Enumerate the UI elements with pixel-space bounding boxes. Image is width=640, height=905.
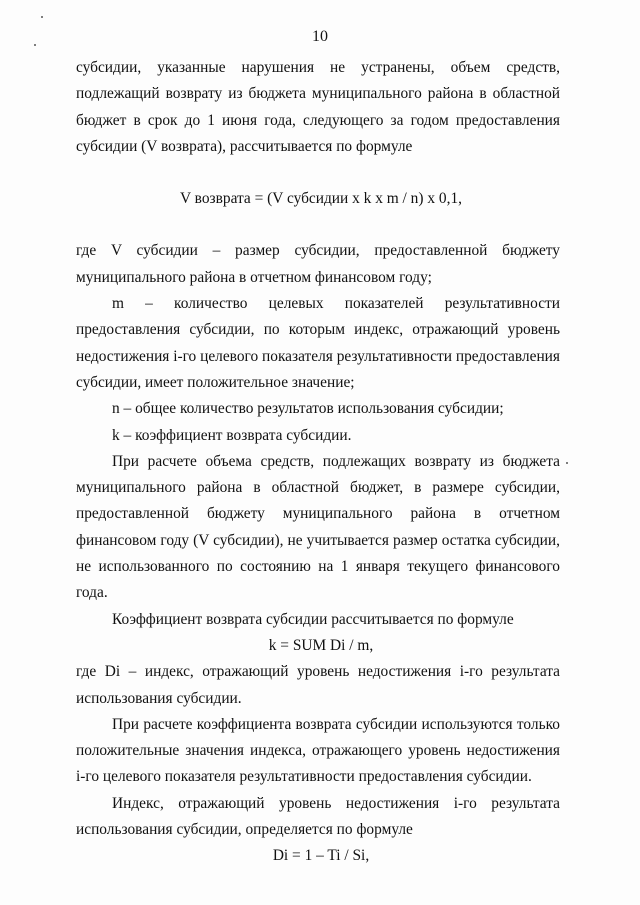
paragraph-calculation-note: При расчете объема средств, подлежащих возврату из бюджета муниципального района в областной бюджет, в размере субсидии, предоставленной бюджету муниципального района в отчетном финансовом году (V субсидии), не учитывается размер остатка субсидии, не использованного по состоянию на 1 января текущего финансового года.	[76, 452, 560, 602]
formula-coefficient: k = SUM Di / m,	[268, 636, 374, 654]
definition-di: где Di – индекс, отражающий уровень недостижения i-го результата использования субсидии.	[76, 663, 560, 707]
definition-v-subsidy: где V субсидии – размер субсидии, предоставленной бюджету муниципального района в отчетном финансовом году;	[76, 242, 560, 286]
paragraph-continuation: субсидии, указанные нарушения не устранены, объем средств, подлежащий возврату из бюджета муниципального района в областной бюджет в срок до 1 июня года, следующего за годом предоставления субсидии (V возврата), рассчитывается по формуле	[76, 59, 560, 155]
paragraph-coefficient-intro: Коэффициент возврата субсидии рассчитывается по формуле	[112, 610, 514, 628]
document-body	[76, 55, 560, 870]
formula-return-volume: V возврата = (V субсидии x k x m / n) x 0,1,	[180, 190, 462, 208]
definition-k: k – коэффициент возврата субсидии.	[112, 426, 352, 444]
definition-n: n – общее количество результатов использования субсидии;	[112, 400, 504, 418]
formula-index: Di = 1 – Ti / Si,	[272, 847, 370, 865]
scan-speck	[566, 462, 568, 464]
paragraph-index-intro: Индекс, отражающий уровень недостижения i-го результата использования субсидии, определяется по формуле	[76, 794, 560, 839]
paragraph-positive-values: При расчете коэффициента возврата субсидии используются только положительные значения индекса, отражающего уровень недостижения i-го целевого показателя результативности предоставления субсидии.	[76, 715, 560, 786]
page-number: 10	[312, 28, 328, 45]
scan-speck	[41, 16, 43, 18]
definition-m: m – количество целевых показателей результативности предоставления субсидии, по которым индекс, отражающий уровень недостижения i-го целевого показателя результативности предоставления субсидии, имеет положительное значение;	[76, 295, 560, 391]
